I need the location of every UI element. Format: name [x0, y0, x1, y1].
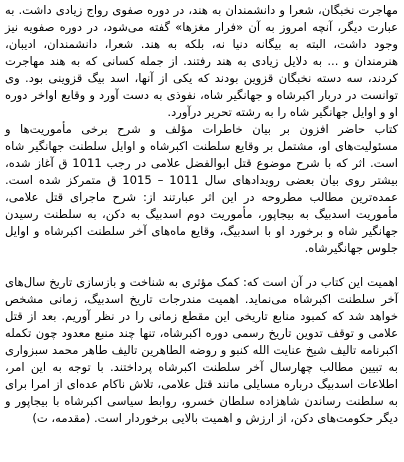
paragraph-book-contents: کتاب حاضر افزون بر بیان خاطرات مؤلف و شرح برخی مأموریت‌ها و مسئولیت‌های او، مشتمل بر وقایع سلطنت اکبرشاه و اوایل سلطنت جهانگیر شاه است. اثر که با شرح موضوع قتل ابوالفضل علامی در رجب 1011 ق آغاز شده، بیشتر روی بیان بعضی رویدادهای سال 1011 – 1015 ق متمرکز شده است. عمده‌ترین مطالب مطروحه در این اثر عبارتند از: شرح ماجرای قتل علامی، مأموریت اسدبیگ به بیجاپور، مأموریت دوم اسدبیگ به دکن، به سلطنت رسیدن جهانگیر شاه و برخورد او با اسدبیگ، وقایع ماه‌های آخر سلطنت اکبرشاه و اوایل جلوس جهانگیرشاه. — [5, 122, 399, 255]
paragraph-importance: اهمیت این کتاب در آن است که: کمک مؤثری به شناخت و بازسازی تاریخ سال‌های آخر سلطنت اکبرشاه می‌نماید. اهمیت مندرجات تاریخ اسدبیگ، زمانی مشخص خواهد شد که کمبود منابع تاریخی این مقطع زمانی را در نظر آوریم. بعد از قتل علامی و توقف تدوین تاریخ رسمی دوره اکبرشاه، تنها چند منبع معدود چون تکمله اکبرنامه تالیف شیخ عنایت الله کنبو و روضه الطاهرین تالیف طاهر محمد سبزواری به تبیین مطالب چهارسال آخر سلطنت اکبرشاه پرداختند. با توجه به این امر، اطلاعات اسدبیگ درباره مسایلی مانند قتل علامی، تلاش ناکام عده‌ای از امرا برای به سلطنت رساندن شاهزاده سلطان خسرو، روابط سیاسی اکبرشاه با بیجاپور و دیگر حکومت‌های دکن، از ارزش و اهمیت بالایی برخوردار است. (مقدمه، ت) — [5, 275, 398, 425]
paragraph-emigration: مهاجرت نخبگان، شعرا و دانشمندان به هند، در دوره صفوی رواج زیادی داشت. به عبارت دیگر، آنچه امروز به آن «فرار مغزها» گفته می‌شود، در دوره صفویه نیز وجود داشت، البته به بیگانه دنیا نه، بلکه به هند. شعرا، دانشمندان، ادیبان، هنرمندان و ... به دلایل زیادی به هند رفتند. از جمله کسانی که به هند مهاجرت کردند، سه دسته نخبگان قزوین بودند که یکی از آنها، اسد بیگ قزوینی بود. وی توانست در دربار اکبرشاه و جهانگیر شاه، نفوذی به دست آورد و وقایع اواخر دوره او و اوایل جهانگیر شاه را به رشته تحریر درآورد. — [5, 3, 398, 119]
paragraph-spacer — [5, 257, 398, 274]
